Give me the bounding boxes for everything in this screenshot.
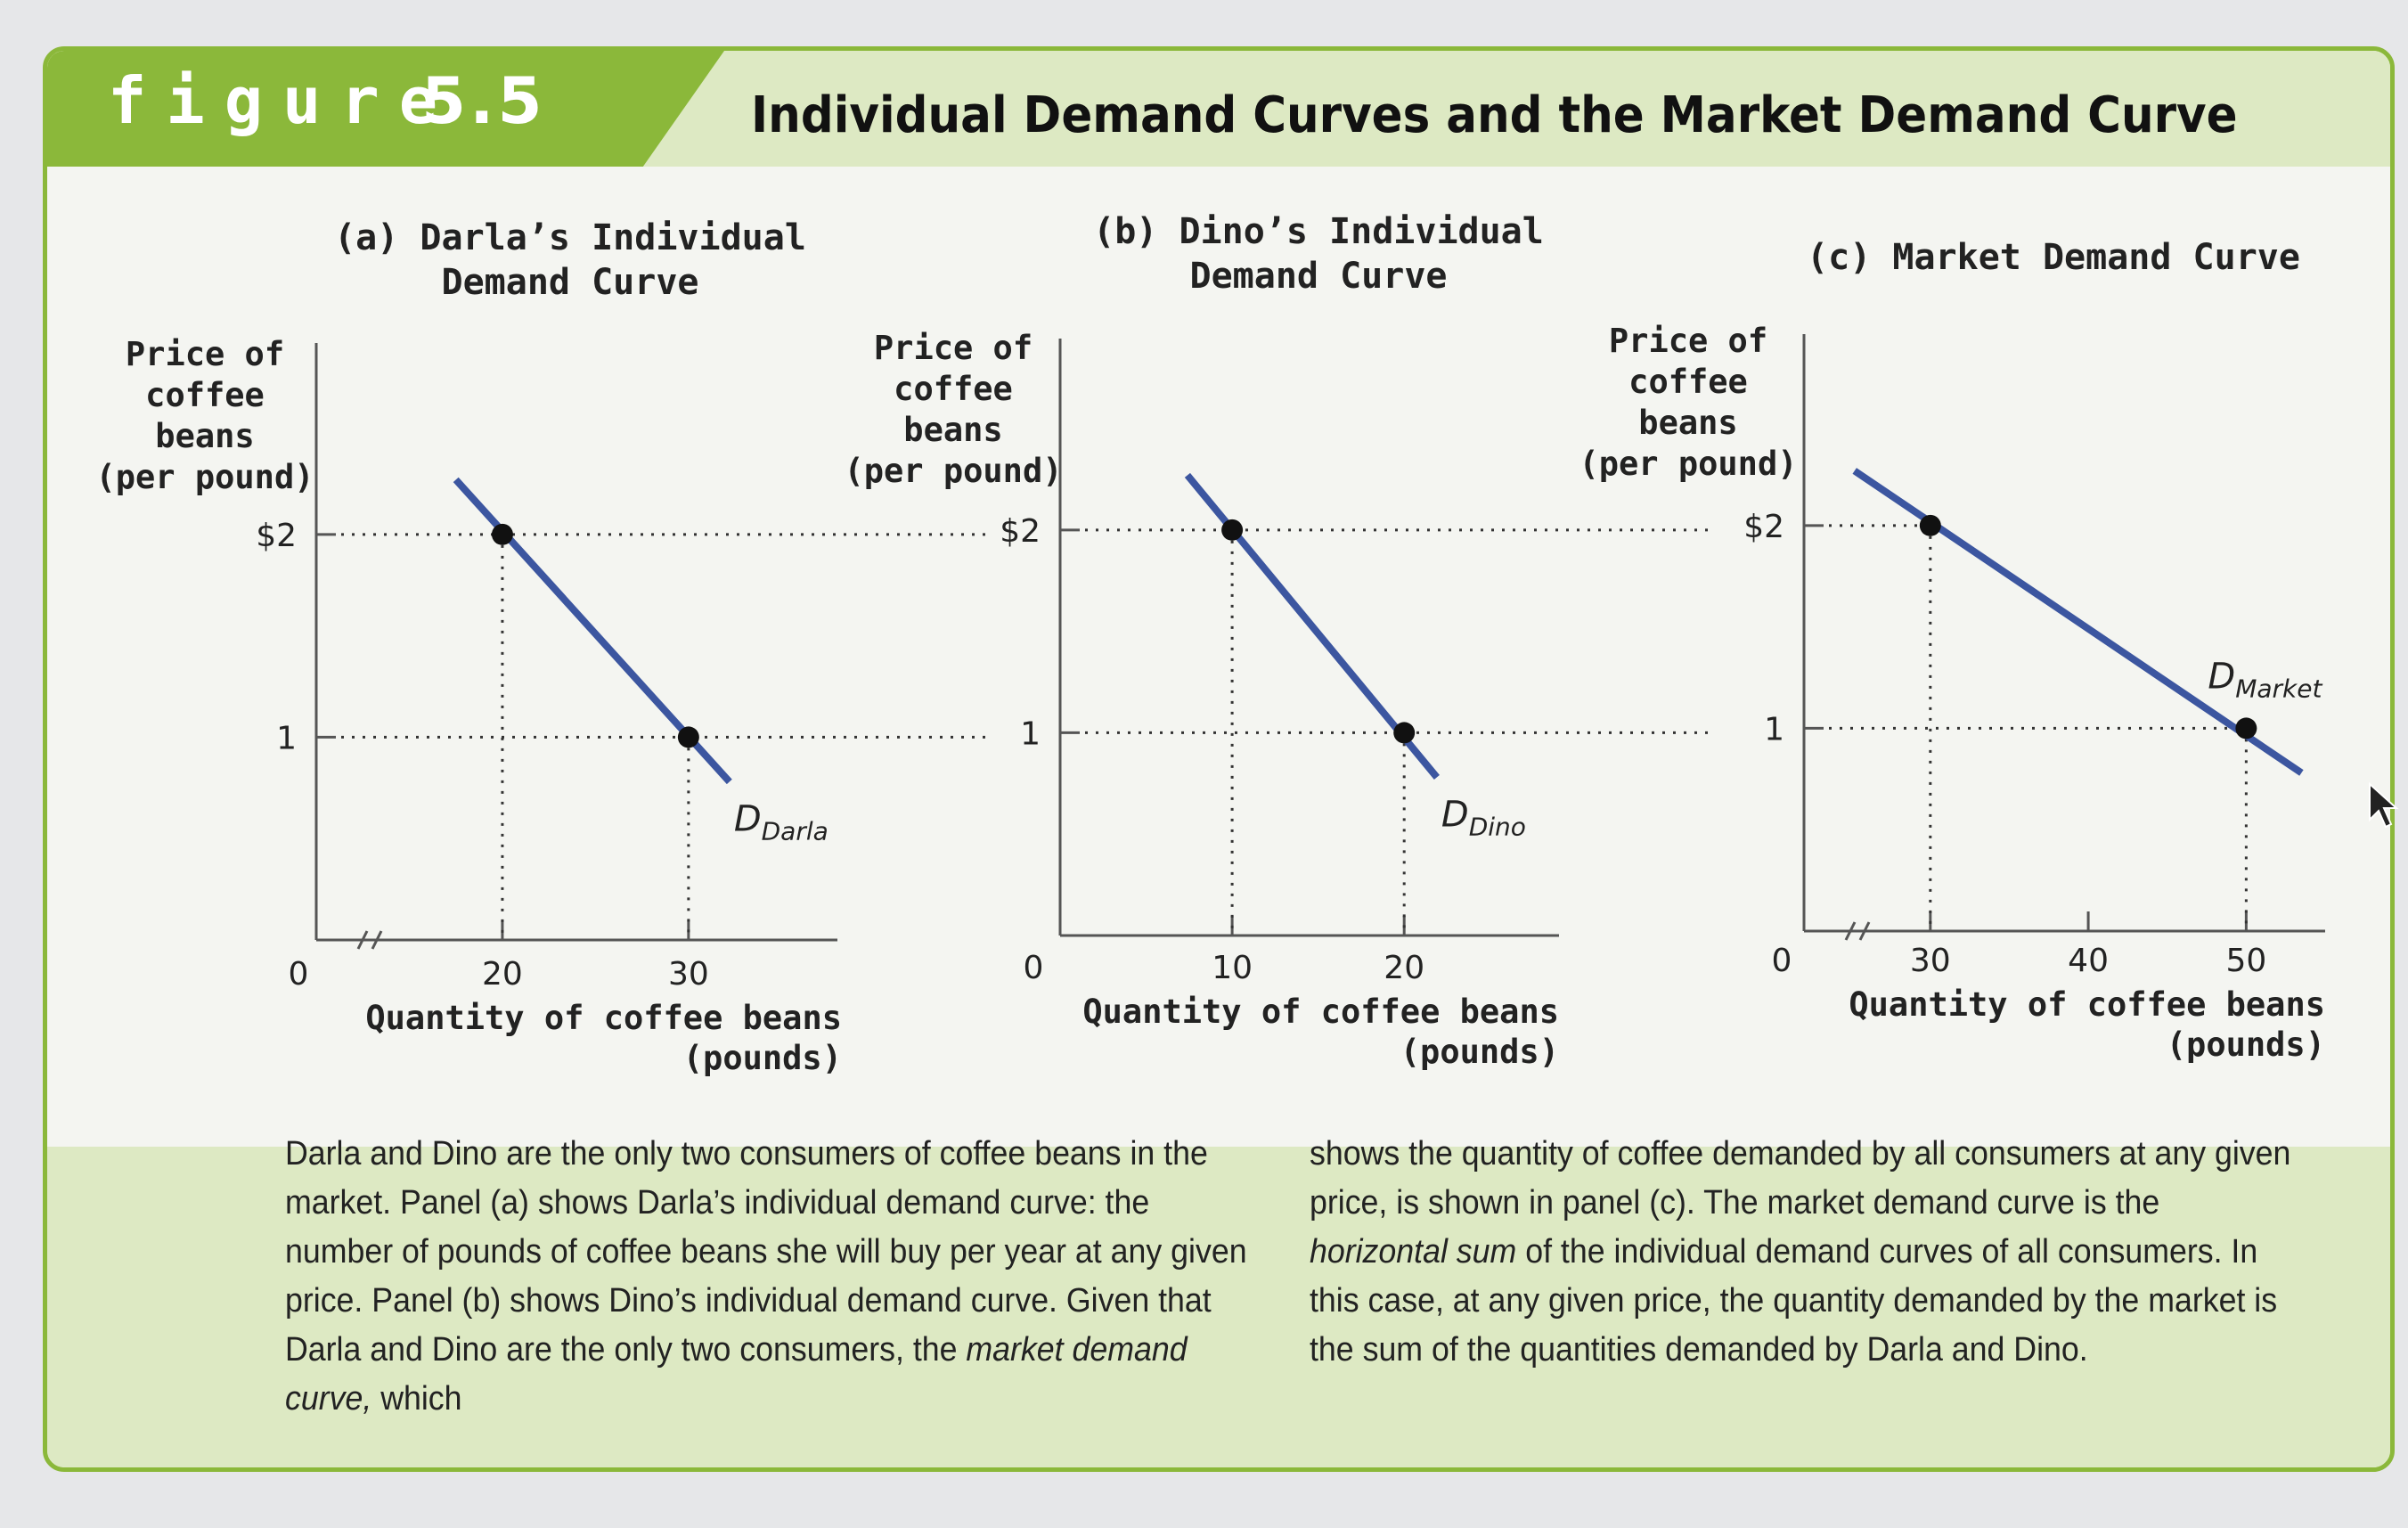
panel-c-curve-label-main: D <box>2208 656 2236 698</box>
caption-left-run-1: market demand curve, <box>285 1331 1188 1418</box>
panel-b-xlabel-line-1: (pounds) <box>1400 1033 1559 1071</box>
panel-a-origin-label: 0 <box>288 956 309 993</box>
panel-c-xtick-label-2: 50 <box>2225 943 2267 979</box>
panel-a-ytick-label-0: 1 <box>276 720 297 757</box>
panel-b-title-line-1: Demand Curve <box>1189 256 1448 297</box>
panel-c-origin-label: 0 <box>1771 943 1792 979</box>
panel-c-xlabel-line-0: Quantity of coffee beans <box>1849 985 2325 1024</box>
panel-a-xtick-label-0: 20 <box>482 956 523 993</box>
panel-a-title-line-0: (a) Darla’s Individual <box>334 217 806 258</box>
panel-b-curve-label-sub: Dino <box>1468 812 1526 842</box>
panel-c-xtick-label-0: 30 <box>1909 943 1951 979</box>
panel-a-curve-label-0 <box>734 798 829 846</box>
panel-b-ylabel-line-2: beans <box>903 411 1003 449</box>
panel-a-xlabel-line-1: (pounds) <box>682 1039 842 1077</box>
caption-right-run-0: shows the quantity of coffee demanded by all consumers at any given price, is shown in panel (c). The market demand curve is the <box>1310 1135 2291 1222</box>
panel-c-ylabel-line-2: beans <box>1638 404 1738 442</box>
caption-right-run-2: of the individual demand curves of all consumers. In this case, at any given price, the quantity demanded by the market is the sum of the quantities demanded by Darla and Dino. <box>1310 1233 2278 1369</box>
panel-a-point-0 <box>492 524 513 545</box>
figure-title: Individual Demand Curves and the Market Demand Curve <box>751 86 2238 144</box>
caption-left-run-0: Darla and Dino are the only two consumers of coffee beans in the market. Panel (a) shows Darla’s individual demand curve: the number of pounds of coffee beans she will buy per year at any given price. Panel (b) shows Dino’s individual demand curve. Given that Darla and Dino are the only two consumers, the <box>285 1135 1247 1369</box>
caption-right <box>1310 1130 2298 1375</box>
panel-b-ytick-label-1: $2 <box>1000 512 1041 550</box>
panel-c-ylabel-line-3: (per pound) <box>1579 445 1798 483</box>
figure-word: figure <box>108 63 458 138</box>
panel-c-point-1 <box>2235 717 2257 739</box>
panel-a-ylabel-line-1: coffee <box>145 376 265 414</box>
panel-b-ylabel-line-0: Price of <box>873 329 1033 367</box>
panel-a-xlabel-line-0: Quantity of coffee beans <box>365 999 842 1037</box>
panel-b-xtick-label-0: 10 <box>1212 950 1253 986</box>
panel-b-ylabel-line-3: (per pound) <box>844 452 1063 490</box>
panel-c-ylabel-line-1: coffee <box>1628 363 1748 401</box>
panel-c-curve-label-0 <box>2208 656 2322 703</box>
caption-left <box>285 1130 1248 1424</box>
panel-c-xlabel-line-1: (pounds) <box>2166 1025 2325 1064</box>
caption-right-run-1: horizontal sum <box>1310 1233 1517 1271</box>
panel-c-title-line-0: (c) Market Demand Curve <box>1807 237 2300 278</box>
figure-number: 5.5 <box>421 63 546 138</box>
panel-a-ylabel-line-3: (per pound) <box>95 458 314 496</box>
panel-b-title-line-0: (b) Dino’s Individual <box>1093 211 1544 252</box>
panel-b-point-0 <box>1221 519 1243 541</box>
panel-c-xtick-label-1: 40 <box>2068 943 2109 979</box>
panel-b-curve-label-0 <box>1441 794 1526 841</box>
panel-a-curve-label-sub: Darla <box>761 816 829 846</box>
panel-a-xtick-label-1: 30 <box>667 956 709 993</box>
panel-c-ylabel-line-0: Price of <box>1608 322 1768 360</box>
panel-c-ytick-label-1: $2 <box>1743 508 1784 545</box>
panel-c-curve-label-sub: Market <box>2235 674 2322 704</box>
panel-a-ylabel-line-2: beans <box>155 417 255 455</box>
panel-a-title-line-1: Demand Curve <box>441 262 699 303</box>
panel-b-xtick-label-1: 20 <box>1384 950 1425 986</box>
panel-a-ytick-label-1: $2 <box>256 517 297 554</box>
panel-c-point-0 <box>1920 515 1941 536</box>
panel-a-point-1 <box>678 726 699 748</box>
panel-c-demand-curve-0 <box>1855 470 2302 772</box>
mouse-cursor-icon <box>2370 784 2396 827</box>
panel-a-ylabel-line-0: Price of <box>125 335 285 373</box>
panel-b-xlabel-line-0: Quantity of coffee beans <box>1082 993 1559 1031</box>
panel-b-ytick-label-0: 1 <box>1020 715 1041 753</box>
panel-a-curve-label-main: D <box>733 798 762 840</box>
panel-b-origin-label: 0 <box>1023 950 1044 986</box>
panel-b-curve-label-main: D <box>1441 794 1469 836</box>
caption-left-run-2: which <box>371 1380 462 1418</box>
panel-c-ytick-label-0: 1 <box>1764 711 1784 748</box>
panel-b-ylabel-line-1: coffee <box>894 370 1013 408</box>
panel-b-point-1 <box>1393 722 1415 743</box>
